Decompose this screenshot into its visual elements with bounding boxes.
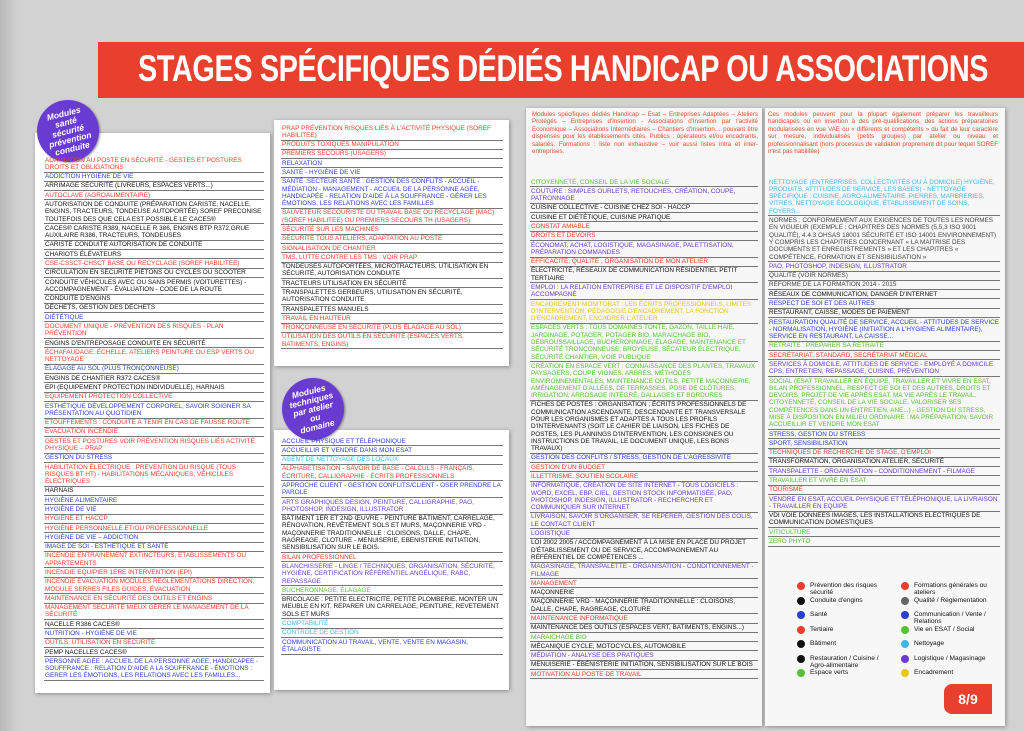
list-item: EFFICACITÉ, QUALITÉ , ORGANISATION DE MON ATELIER xyxy=(530,258,758,267)
list-item: SANTÉ :SECTEUR SANTÉ : GESTION DES CONFLITS - ACCUEIL - MÉDIATION - MANAGEMENT - ACCUEIL DE LA PERSONNE AGÉE, HANDICAPÉE - RELATION D'AIDE À LA SOUFFRANCE - GÉRER LES ÉMOTIONS, LES RELATIONS AVEC LES FAMILLES xyxy=(281,178,503,209)
legend-entry xyxy=(901,640,999,648)
list-item: AUTOCLAVE (AGROALIMENTAIRE) xyxy=(44,191,264,200)
page-shadow xyxy=(0,0,18,731)
list-item: VDI VOIE DONNEES IMAGES, LES INSTALLATIONS ELECTRIQUES DE COMMUNICATION DOMESTIQUES xyxy=(768,512,1000,529)
list-item: SÉCURITÉ TOUS ATELIERS, ADAPTATION AU POSTE xyxy=(281,235,503,244)
list-item: LIVRAISON, SAVOIR S'ORGANISER, SE REPÉRER, GESTION DES COLIS, LE CONTACT CLIENT xyxy=(530,513,758,530)
list-item: PEMP NACELLES CACES® xyxy=(44,648,264,657)
list-item: GESTION DU STRESS xyxy=(44,454,264,463)
list-col2 xyxy=(281,124,503,349)
list-item: BRICOLAGE : PETITE ELECTRICITE, PETITE PLOMBERIE, MONTER UN MEUBLE EN KIT, REPARER UN CARRELAGE, PEINTURE, REVETEMENT SOLS ET MURS xyxy=(281,595,503,619)
list-item: TRONÇONNEUSE EN SÉCURITÉ (PLUS ÉLAGAGE AU SOL) xyxy=(281,324,503,333)
list-item: CRÉATION EN ESPACE VERT : CONNAISSANCE DES PLANTES, TRAVAUX PAYSAGERS, COUPE VIGNES, ARBRES, MÉTHODES ENVIRONNEMENTALES, MAINTENANCE OUTILS, PETITE MAÇONNERIE, AMÉNAGEMENT D'ALLÉES, DE TERRASSES, POSE DE CLÔTURES, IRRIGATION, ARROSAGE INTÉGRÉ, DALLAGES ET BORDURES xyxy=(530,362,758,400)
list-col1 xyxy=(44,156,264,681)
legend-entry xyxy=(797,597,895,605)
legend-label: Vie en ESAT / Social xyxy=(914,625,975,633)
legend-color-dot-icon xyxy=(901,640,909,648)
list-item: AUTORISATION DE CONDUITE (PRÉPARATION CARISTE, NACELLE, ENGINS, TRACTEURS, TONDEUSE AUTOPORTÉE) SOREF PRECONISE TOUTEFOIS DES QUE CELA EST POSSIBLE LE CACES® xyxy=(44,200,264,224)
list-item: CONSTAT AMIABLE xyxy=(530,222,758,231)
list-item: PRAP PRÉVENTION RISQUES LIÉS À L'ACTIVITÉ PHYSIQUE (SOREF HABILITEE) xyxy=(281,124,503,141)
list-item: HYGIÈNE ET HACCP xyxy=(44,515,264,524)
list-item: HYGIÈNE PERSONNELLE ET/OU PROFESSIONNELLE xyxy=(44,524,264,533)
legend-label: Nettoyage xyxy=(914,640,945,647)
list-item: LOGISTIQUE xyxy=(530,529,758,538)
legend-entry xyxy=(901,655,999,663)
list-item: ESPACES VERTS : TOUS DOMAINES TONTE, GAZON, TAILLE HAIE, JARDINAGE, POTAGER, POTAGER BIO, MARAICHAGE BIO, DÉBROUSSAILLAGE, BUCHERONNAGE, ÉLAGAGE, MAINTENANCE ET SÉCURITÉ TRONÇONNEUSE, BROYEUSE, SÉCATEUR ÉLECTRIQUE, SÉCURITÉ CHANTIER, VOIE PUBLIQUE xyxy=(530,324,758,362)
list-item: CUISINE ET DIÉTÉTIQUE, CUISINE PRATIQUE xyxy=(530,213,758,222)
list-item: GESTES ET POSTURES VOIR PRÉVENTION RISQUES LIÉS ACTIVITÉ PHYSIQUE – PRAP xyxy=(44,437,264,454)
list-item: BÂTIMENT 1ER ET 2ND ŒUVRE - PEINTURE BÂTIMENT, CARRELAGE, RÉNOVATION, REVÊTEMENT SOLS ET MURS, MAÇONNERIE VRD - MAÇONNERIE TRADITIONNELLE : CLOISONS, DALLE, CHAPE, RAGREAGE, CLOTURE - MENUISERIE, EBENISTERIE INITIATION, SENSIBILISATION SUR LE BOIS. xyxy=(281,515,503,553)
legend-label: Prévention des risques sécurité xyxy=(810,582,878,597)
list-item: ADDICTION HYGIÈNE DE VIE xyxy=(44,173,264,182)
list-item: SECRÉTARIAT, STANDARD, SECRÉTARIAT MÉDICAL xyxy=(768,351,1000,360)
list-item: ZERO PHYTO xyxy=(768,537,1000,546)
list-item: EPI (EQUIPEMENT PROTECTION INDIVIDUELLE), HARNAIS xyxy=(44,383,264,392)
list-item: RESPECT DE SOI ET DES AUTRES xyxy=(768,299,1000,308)
legend-color-dot-icon xyxy=(901,597,909,605)
list-item: CARISTE CONDUITE AUTORISATION DE CONDUITE xyxy=(44,241,264,250)
list-item: BILAN PROFESSIONNEL xyxy=(281,553,503,562)
legend-label: Encadrement xyxy=(914,669,954,676)
intro-right: Ces modules peuvent pour la plupart également préparer les travailleurs handicapés ou en insertion à des pré-qualifications, des actions préparatoires modularisées en vue VAE ou « différents et compétents » du fait de leur caractère sur mesure, individualisés (petits groupes) par atelier ou niveau et professionnalisant (hors processus de validation proprement dit pour lequel SOREF n'est pas habilitée) xyxy=(768,111,998,156)
list-item: ÉTOUFFEMENTS : CONDUITE À TENIR EN CAS DE FAUSSE ROUTE xyxy=(44,419,264,428)
list-item: FICHES DE POSTES : ORGANISATION ; ÉCRITS PROFESSIONNELS DE COMMUNICATION ASCENDANTE, DESCENDANTE ET TRANSVERSALE POUR LES ORGANISMES ET ADAPTES A TOUS LES PROFILS D'INTERVENANTS (SOIT LE CAHIER DE LIAISON, LES FICHES DE POSTES, LES PLANNINGS D'INTERVENTION, LES CONSIGNES OU INSTRUCTIONS DE TRAVAIL, LE DOCUMENT UNIQUE, LES BONS TRAVAUX) xyxy=(530,401,758,454)
list-item: SPORT, SENSIBILISATION xyxy=(768,439,1000,448)
list-col3 xyxy=(530,178,758,679)
legend-color-dot-icon xyxy=(901,626,909,634)
list-item: MANAGEMENT SÉCURITÉ MIEUX GÉRER LE MANAGEMENT DE LA SÉCURITÉ xyxy=(44,604,264,621)
legend-color-dot-icon xyxy=(797,669,805,677)
list-item: SIGNALISATION DE CHANTIER xyxy=(281,244,503,253)
list-item: TRANSPALETTES MANUELS xyxy=(281,305,503,314)
list-item: EQUIPEMENT PROTECTION COLLECTIVE xyxy=(44,393,264,402)
list-item: PREMIERS SECOURS (USAGERS) xyxy=(281,150,503,159)
legend-entry xyxy=(797,582,895,596)
list-item: RETRAITE : PRÉPARER SA RETRAITE xyxy=(768,342,1000,351)
list-item: NUTRITION - HYGIÈNE DE VIE xyxy=(44,629,264,638)
list-item: ENGINS DE CHANTIER R372 CACES® xyxy=(44,374,264,383)
list-item: ACCUEIL PHYSIQUE ET TÉLÉPHONIQUE xyxy=(281,437,503,446)
list-item: RÉFORME DE LA FORMATION 2014 - 2015 xyxy=(768,281,1000,290)
legend-color-dot-icon xyxy=(797,582,805,590)
list-item: INCENDIE ÉVACUATION MODULES RÉGLEMENTATIONS DIRECTION, MODULE SERRES FILES GUIDES, ÉVACUATION xyxy=(44,578,264,595)
list-item: CIRCULATION EN SÉCURITÉ PIÉTONS OU CYCLES OU SCOOTER xyxy=(44,269,264,278)
list-item: ÉVACUATION INCENDIE xyxy=(44,428,264,437)
list-item: INFORMATIQUE, CRÉATION DE SITE INTERNET - TOUS LOGICIELS : WORD, EXCEL, EBP, CIEL, GESTION STOCK INFORMATISÉE, PAO, PHOTOSHOP, INDESIGN, ILLUSTRATOR - RECHERCHER ET COMMUNIQUER SUR INTERNET xyxy=(530,482,758,513)
list-item: PRODUITS TOXIQUES MANIPULATION xyxy=(281,141,503,150)
list-item: INCENDIE ENTRAINEMENT EXTINCTEURS, ÉTABLISSEMENTS OU APPARTEMENTS xyxy=(44,552,264,569)
list-col4 xyxy=(768,178,1000,547)
list-item: TOURISME xyxy=(768,486,1000,495)
list-item: NORMES : CONFORMEMENT AUX EXIGENCES DE TOUTES LES NORMES EN VIGUEUR (EXEMPLE : CHAPITRES DES NORMES (5,5,3 ISO 9001 QUALITÉ), 4.4.3 OHSAS 18001 SÉCURITÉ ET ISO 14001 ENVIRONNEMENT) Y COMPRIS LES CHAPITRES CONCERNANT « LA MAITRISE DES DOCUMENTS ET ENREGISTREMENTS » ET LES CHAPITRES « COMPÉTENCE, FORMATION ET SENSIBILISATION » xyxy=(768,216,1000,262)
list-item: HYGIÈNE ALIMENTAIRE xyxy=(44,496,264,505)
legend-label: Communication / Vente / Relations xyxy=(914,611,986,626)
legend-color-dot-icon xyxy=(797,597,805,605)
list-item: MAÇONNERIE VRD - MAÇONNERIE TRADITIONNELLE : CLOISONS, DALLE, CHAPE, RAGREAGE, CLOTURE xyxy=(530,598,758,615)
list-item: HABILITATION ÉLECTRIQUE : PREVENTION DU RISQUE (TOUS RISQUES BT HT) - HABILITATIONS MÉCANIQUES, VÉHICULES ÉLECTRIQUES xyxy=(44,463,264,487)
legend-label: Santé xyxy=(810,611,828,618)
list-item: TRACTEURS UTILISATION EN SÉCURITÉ xyxy=(281,279,503,288)
legend-color-dot-icon xyxy=(797,640,805,648)
list-item: HYGIÈNE DE VIE xyxy=(44,505,264,514)
page-title: STAGES SPÉCIFIQUES DÉDIÉS HANDICAP OU ASSOCIATIONS xyxy=(138,48,989,89)
list-item: LOI 2002 2005 / ACCOMPAGNEMENT À LA MISE EN PLACE DU PROJET D'ÉTABLISSEMENT OU DE SERVICE, ACCOMPAGNEMENT AU RÉFÉRENTIEL DE COMPÉTENCES ... xyxy=(530,539,758,563)
list-item: RESTAURANT, CAISSE, MODES DE PAIEMENT xyxy=(768,309,1000,318)
legend-label: Restauration / Cuisine / Agro-alimentaire xyxy=(810,654,879,669)
legend-label: Espace verts xyxy=(810,669,849,676)
list-item: DÉCHETS, GESTION DES DÉCHETS xyxy=(44,304,264,313)
list-item: MAINTENANCE DES OUTILS (ESPACES VERT, BATIMENTS, ENGINS...) xyxy=(530,624,758,633)
list-item: CITOYENNETÉ, CONSEIL DE LA VIE SOCIALE xyxy=(530,178,758,187)
list-item: EMPLOI : LA RELATION ENTREPRISE ET LE DISPOSITIF D'EMPLOI ACCOMPAGNÉ xyxy=(530,283,758,300)
list-item: NACELLE R386 CACES® xyxy=(44,620,264,629)
legend-color-dot-icon xyxy=(797,611,805,619)
page-number xyxy=(944,684,992,714)
legend-label: Logistique / Magasinage xyxy=(914,654,986,662)
page-number-text: 8/9 xyxy=(958,691,978,707)
list-item: STRESS, GESTION DU STRESS xyxy=(768,430,1000,439)
list-col2b xyxy=(281,437,503,655)
list-item: UTILISATION DES OUTILS EN SÉCURITÉ (ESPACES VERTS, BATIMENTS, ENGINS) xyxy=(281,333,503,350)
list-item: DROITS ET DEVOIRS xyxy=(530,232,758,241)
list-item: BUCHERONNAGE, ÉLAGAGE xyxy=(281,586,503,595)
list-item: DIÉTÉTIQUE xyxy=(44,313,264,322)
list-item: TRAVAILLER ET VIVRE EN ESAT xyxy=(768,476,1000,485)
legend-entry xyxy=(797,611,895,619)
list-item: RESTAURATION QUALITÉ DE SERVICE, ACCUEIL - ATTITUDES DE SERVICE - NORMALISATION, HYGIÈNE (INITIATION A L'HYGIENE ALIMENTAIRE), SERVICE EN RESTAURANT, LA CAISSE... xyxy=(769,318,999,341)
legend-color-dot-icon xyxy=(901,655,909,663)
list-item: MAINTENANCE EN SÉCURITÉ DES OUTILS ET ENGINS xyxy=(44,594,264,603)
list-item: MAÇONNERIE xyxy=(530,588,758,597)
list-item: BLANCHISSERIE - LINGE / TECHNIQUES, ORGANISATION, SÉCURITÉ, HYGIÈNE, CERTIFICATION RÉFÉRENTIEL ANGÉLIQUE, RABC, REPASSAGE xyxy=(281,562,503,586)
legend-color-dot-icon xyxy=(797,655,805,663)
list-item: INCENDIE EQUIPIER 1ERE INTERVENTION (EPI) xyxy=(44,568,264,577)
list-item: TECHNIQUES DE RECHERCHE DE STAGE, D'EMPLOI xyxy=(768,449,1000,458)
badge-sante-text: Modules santé sécurité prévention conduite xyxy=(45,104,93,158)
list-item: COMMUNICATION AU TRAVAIL, VENTE, VENTE EN MAGASIN, ÉTALAGISTE xyxy=(281,638,503,655)
list-item: TRAVAIL EN HAUTEUR xyxy=(281,314,503,323)
list-item: MANAGEMENT xyxy=(530,579,758,588)
list-item: IMAGE DE SOI - ESTHÉTIQUE ET SANTÉ xyxy=(44,543,264,552)
legend-entry xyxy=(797,626,895,634)
legend-label: Conduite d'engins xyxy=(810,596,863,604)
list-item: APPROCHE CLIENT - GESTION CONFLITS/CLIENT - OSER PRENDRE LA PAROLE xyxy=(281,481,503,498)
list-item: COUTURE : SIMPLES OURLETS, RETOUCHES, CRÉATION, COUPE, PATRONNAGE xyxy=(530,187,758,204)
list-item: TMS, LUTTE CONTRE LES TMS : VOIR PRAP xyxy=(281,253,503,262)
list-item: QUALITÉ (VOIR NORMES) xyxy=(768,272,1000,281)
list-item: ÉLECTRICITÉ, RÉSEAUX DE COMMUNICATION RÉSIDENTIEL PETIT TERTIAIRE xyxy=(530,267,758,284)
list-item: MARAICHAGE BIO xyxy=(530,633,758,642)
list-item: AGENT DE NETTOYAGE DES LOCAUX xyxy=(281,456,503,465)
list-item: ACCUEILLIR ET VENDRE DANS MON ESAT xyxy=(281,446,503,455)
legend-color-dot-icon xyxy=(797,626,805,634)
list-item: ENCADREMENT MONITORAT : LES ÉCRITS PROFESSIONNELS, LIMITES D'INTERVENTION, PÉDAGOGIE D'ENCADREMENT, LA FONCTION D'ENCADREMENT, ENCADRER L'ATELIER xyxy=(530,300,758,324)
list-item: SAUVETEUR SECOURISTE DU TRAVAIL BASE OU RECYCLAGE (MAC) (SOREF HABILITEE) OU PREMIERS SECOURS TH (USAGERS) xyxy=(281,209,503,226)
list-item: SOCIAL (ESAT TRAVAILLER EN ÉQUIPE, TRAVAILLER ET VIVRE EN ESAT, BILAN PROFESSIONNEL, RESPECT DE SOI ET DES AUTRES, DROITS ET DEVOIRS, PROJET DE VIE APRÈS ESAT, MA VIE APRÈS LE TRAVAIL, CITOYENNETÉ, CONSEIL DE LA VIE SOCIALE, VALORISER SES COMPÉTENCES DANS UN ENTRETIEN, ANE...) - GESTION DU STRESS, MISE À DISPOSITION EN MILIEU ORDINAIRE : MA PRÉPARATION, SAVOIR ACCUEILLIR ET VENDRE MON ESAT xyxy=(768,377,1000,430)
list-item: RÉSEAUX DE COMMUNICATION, DANGER D'INTERNET xyxy=(768,290,1000,299)
list-item: CONDUITE VÉHICULES AVEC OU SANS PERMIS (VOITURETTES) - ACCOMPAGNEMENT - ÉVALUATION - CODE DE LA ROUTE xyxy=(44,278,264,295)
list-item: SERVICES À DOMICILE, ATTITUDES DE SERVICE - EMPLOYÉ A DOMICILE CPS, ENTRETIEN, REPASSAGE, CUISINE, PRÉVENTION xyxy=(768,360,1000,377)
intro-left: Modules spécifiques dédiés Handicap – Esat – Entreprises Adaptées – Ateliers Protégés – Entreprises d'Insertion - Associations d'Insertion par l'activité Economique – Associations Intermédiaires – Chantiers d'Insertion… pouvant être dispensés pour les établissements cités. Publics : opérateurs et/ou encadrants, salariés. Formations : liste non exhaustive – voir aussi listes intra et inter-entreprises. xyxy=(532,111,758,156)
list-item: TRANSPALETTE - ORGANISATION - CONDITIONNEMENT - FILMAGE xyxy=(768,467,1000,476)
legend-entry xyxy=(901,597,999,605)
list-item: HYGIÈNE DE VIE – ADDICTION xyxy=(44,533,264,542)
list-item: CUISINE COLLECTIVE - CUISINE CHEZ SOI - HACCP xyxy=(530,204,758,213)
list-item: VENDRE EN ESAT, ACCUEIL PHYSIQUE ET TÉLÉPHONIQUE, LA LIVRAISON - TRAVAILLER EN EQUIPE xyxy=(768,495,1000,512)
list-item: ENGINS D'ENTREPOSAGE CONDUITE EN SÉCURITÉ xyxy=(44,339,264,348)
list-item: TRANSFORMATION, ORGANISATION ATELIER, SÉCURITÉ xyxy=(768,458,1000,467)
list-item: CSE-CSSCT-CHSCT BASE OU RECYCLAGE (SOREF HABILITEE) xyxy=(44,259,264,268)
legend-label: Bâtiment xyxy=(810,640,837,647)
list-item: TRANSPALETTES GERBEURS, UTILISATION EN SÉCURITÉ, AUTORISATION CONDUITE xyxy=(281,288,503,305)
list-item: GESTION D'UN BUDGET xyxy=(530,463,758,472)
list-item: TONDEUSES AUTOPORTÉES, MICROTRACTEURS, UTILISATION EN SÉCURITÉ, AUTORISATION CONDUITE xyxy=(281,263,503,280)
legend-entry xyxy=(901,582,999,596)
list-item: ESTHÉTIQUE DÉVELOPPEMENT CORPOREL, SAVOIR SOIGNER SA PRÉSENTATION AU QUOTIDIEN xyxy=(44,402,264,419)
badge-techniques-text: Modules techniques par atelier ou domaine xyxy=(288,382,336,436)
list-item: CONDUITE D'ENGINS xyxy=(44,295,264,304)
list-item: ÉCHAFAUDAGE, ÉCHELLE, ATELIERS PEINTURE OU ESP VERTS OU NETTOYAGE xyxy=(44,348,264,365)
legend-entry xyxy=(901,611,999,625)
list-item: MÉCANIQUE CYCLE, MOTOCYCLES, AUTOMOBILE xyxy=(530,642,758,651)
legend-entry xyxy=(901,669,999,677)
list-item: PAO, PHOTOSHOP, INDESIGN, ILLUSTRATOR xyxy=(768,262,1000,271)
list-item: VITICULTURE xyxy=(768,528,1000,537)
list-item: COMPTABILITÉ xyxy=(281,619,503,628)
legend-entry xyxy=(797,640,895,648)
list-item: ÉCONOMAT, ACHAT, LOGISTIQUE, MAGASINAGE, PALETTISATION, PRÉPARATION COMMANDES xyxy=(530,241,758,258)
list-item: ILLETTRISME, SOUTIEN SCOLAIRE xyxy=(530,472,758,481)
legend-color-dot-icon xyxy=(901,582,909,590)
list-item: CHARIOTS ÉLÉVATEURS xyxy=(44,250,264,259)
list-item: CACES® CARISTE R389, NACELLE R 386, ENGINS BTP R372,GRUE AUXILAIRE R386, TRACTEURS, TONDEUSES xyxy=(44,224,264,241)
legend-label: Formations générales ou ateliers xyxy=(914,582,987,597)
list-item: NETTOYAGE (ENTREPRISES, COLLECTIVITÉS OU À DOMICILE) HYGIÈNE, PRODUITS, ATTITUDES DE SERVICE, LES BASES) - NETTOYAGE SPÉCIFIQUE : CUISINE, AGRO-ALIMENTAIRE, PIERRES, MARBRERIES, VITRES, NETTOYAGE ÉCOLOGIQUE, ÉTABLISSEMENT DE SOINS, FOYERS... xyxy=(768,178,1000,216)
title-banner xyxy=(98,42,1024,98)
legend-entry xyxy=(901,626,999,634)
list-item: HARNAIS xyxy=(44,487,264,496)
list-item: ARTS GRAPHIQUES DESIGN, PEINTURE, CALLIGRAPHIE, PAO, PHOTOSHOP, INDESIGN, ILLUSTRATOR xyxy=(281,498,503,515)
list-item: SANTÉ - HYGIÈNE DE VIE xyxy=(281,168,503,177)
list-item: SÉCURITÉ SUR LES MACHINES xyxy=(281,225,503,234)
list-item: CONTRÔLE DE GESTION xyxy=(281,629,503,638)
list-item: OUTILS, UTILISATION EN SÉCURITÉ xyxy=(44,639,264,648)
list-item: ALPHABÉTISATION - SAVOIR DE BASE - CALCULS - FRANÇAIS, ÉCRITURE, CALLIGRAPHIE - ÉCRITS PROFESSIONNELS xyxy=(281,465,503,482)
list-item: PERSONNE AGÉE : ACCUEIL DE LA PERSONNE AGEE, HANDICAPEE - SOUFFRANCE : RELATION D'AIDE A LA SOUFFRANCE - ÉMOTIONS : GERER LES ÉMOTIONS, LES RELATIONS AVEC LES FAMILLES... xyxy=(44,657,264,681)
legend-color-dot-icon xyxy=(901,669,909,677)
legend-color-dot-icon xyxy=(901,611,909,619)
legend-label: Tertiaire xyxy=(810,625,834,633)
legend-label: Qualité / Réglementation xyxy=(914,596,987,604)
list-item: MOTIVATION AU POSTE DE TRAVAIL xyxy=(530,670,758,679)
list-item: MÉDIATION - ANALYSE DES PRATIQUES xyxy=(530,651,758,660)
list-item: MAGASINAGE, TRANSPALETTE - ORGANISATION - CONDITIONNEMENT - FILMAGE xyxy=(530,563,758,580)
list-item: ARRIMAGE SÉCURITÉ (LIVREURS, ESPACES VERTS...) xyxy=(44,182,264,191)
list-item: MAINTENANCE INFORMATIQUE xyxy=(530,614,758,623)
legend-entry xyxy=(797,669,895,677)
list-item: MENUISERIE - ÉBÉNISTERIE INITIATION, SENSIBILISATION SUR LE BOIS xyxy=(530,661,758,670)
legend-entry xyxy=(797,655,895,669)
list-item: DOCUMENT UNIQUE - PRÉVENTION DES RISQUES - PLAN PRÉVENTION xyxy=(44,322,264,339)
list-item: GESTION DES CONFLITS / STRESS, GESTION DE L'AGRESSIVITÉ xyxy=(530,454,758,463)
list-item: ADAPTATION AU POSTE EN SÉCURITÉ - GESTES ET POSTURES DROITS ET OBLIGATIONS xyxy=(44,156,264,173)
list-item: ÉLAGAGE AU SOL (PLUS TRONÇONNEUSE) xyxy=(44,365,264,374)
list-item: RELAXATION xyxy=(281,159,503,168)
